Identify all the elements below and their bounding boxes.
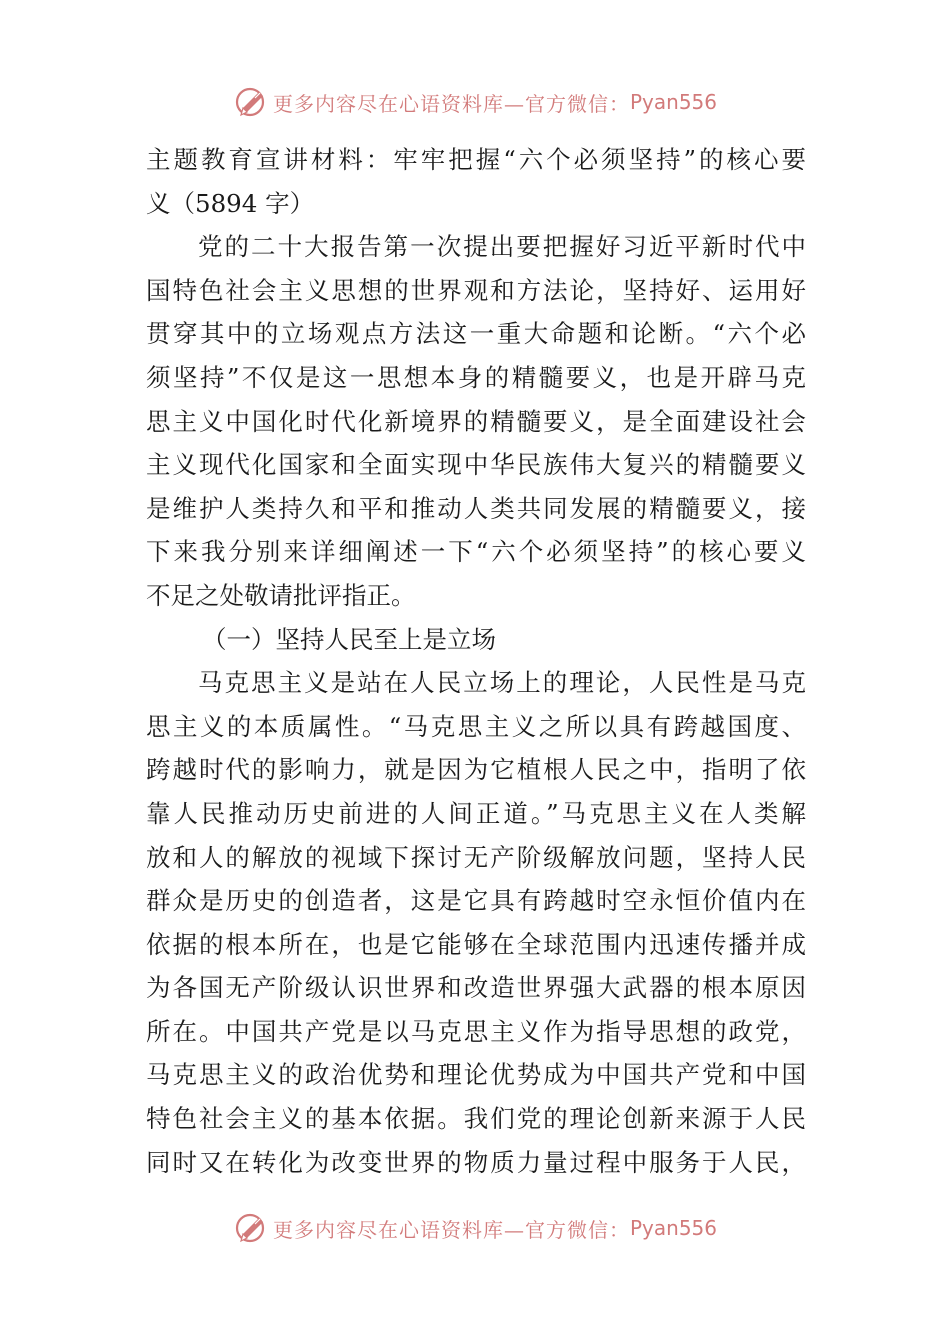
paragraph-line: 党的二十大报告第一次提出要把握好习近平新时代中 <box>198 232 806 262</box>
paragraph-line: 同时又在转化为改变世界的物质力量过程中服务于人民， <box>146 1147 806 1177</box>
document-title <box>146 138 806 225</box>
paragraph-line: 下来我分别来详细阐述一下“六个必须坚持”的核心要义 <box>146 537 806 567</box>
paragraph-line: 是维护人类持久和平和推动人类共同发展的精髓要义，接 <box>146 493 806 523</box>
paragraph-line: 跨越时代的影响力，就是因为它植根人民之中，指明了依 <box>146 755 806 785</box>
paragraph-line: 依据的根本所在，也是它能够在全球范围内迅速传播并成 <box>146 929 806 959</box>
watermark-footer <box>0 1208 950 1248</box>
watermark-wechat-id: Pyan556 <box>629 90 717 114</box>
watermark-header <box>0 82 950 122</box>
section1-paragraph <box>146 661 806 1184</box>
paragraph-line: 马克思主义的政治优势和理论优势成为中国共产党和中国 <box>146 1060 806 1090</box>
watermark-text: 更多内容尽在心语资料库—官方微信： <box>272 1217 630 1242</box>
paragraph-line: 思主义的本质属性。“马克思主义之所以具有跨越国度、 <box>146 711 806 741</box>
section-heading: （一）坚持人民至上是立场 <box>202 624 496 654</box>
paragraph-line: 思主义中国化时代化新境界的精髓要义，是全面建设社会 <box>146 406 806 436</box>
intro-paragraph <box>146 225 806 617</box>
pen-logo-icon <box>233 1210 271 1246</box>
paragraph-line: 放和人的解放的视域下探讨无产阶级解放问题，坚持人民 <box>146 842 806 872</box>
document-body <box>146 138 806 1184</box>
paragraph-line: 马克思主义是站在人民立场上的理论，人民性是马克 <box>198 668 806 698</box>
paragraph-line: 为各国无产阶级认识世界和改造世界强大武器的根本原因 <box>146 973 806 1003</box>
paragraph-line: 不足之处敬请批评指正。 <box>146 580 416 610</box>
paragraph-line: 贯穿其中的立场观点方法这一重大命题和论断。“六个必 <box>146 319 806 349</box>
title-line: 主题教育宣讲材料：牢牢把握“六个必须坚持”的核心要 <box>146 145 806 174</box>
watermark-text: 更多内容尽在心语资料库—官方微信： <box>272 91 630 116</box>
paragraph-line: 靠人民推动历史前进的人间正道。”马克思主义在人类解 <box>146 798 806 828</box>
paragraph-line: 主义现代化国家和全面实现中华民族伟大复兴的精髓要义 <box>146 450 806 480</box>
paragraph-line: 须坚持”不仅是这一思想本身的精髓要义，也是开辟马克 <box>146 362 806 392</box>
pen-logo-icon <box>233 84 271 120</box>
title-line: 义（5894 字） <box>146 188 315 218</box>
paragraph-line: 国特色社会主义思想的世界观和方法论，坚持好、运用好 <box>146 275 806 305</box>
paragraph-line: 群众是历史的创造者，这是它具有跨越时空永恒价值内在 <box>146 886 806 916</box>
paragraph-line: 特色社会主义的基本依据。我们党的理论创新来源于人民 <box>146 1104 806 1134</box>
watermark-wechat-id: Pyan556 <box>629 1216 717 1240</box>
paragraph-line: 所在。中国共产党是以马克思主义作为指导思想的政党， <box>146 1016 806 1046</box>
